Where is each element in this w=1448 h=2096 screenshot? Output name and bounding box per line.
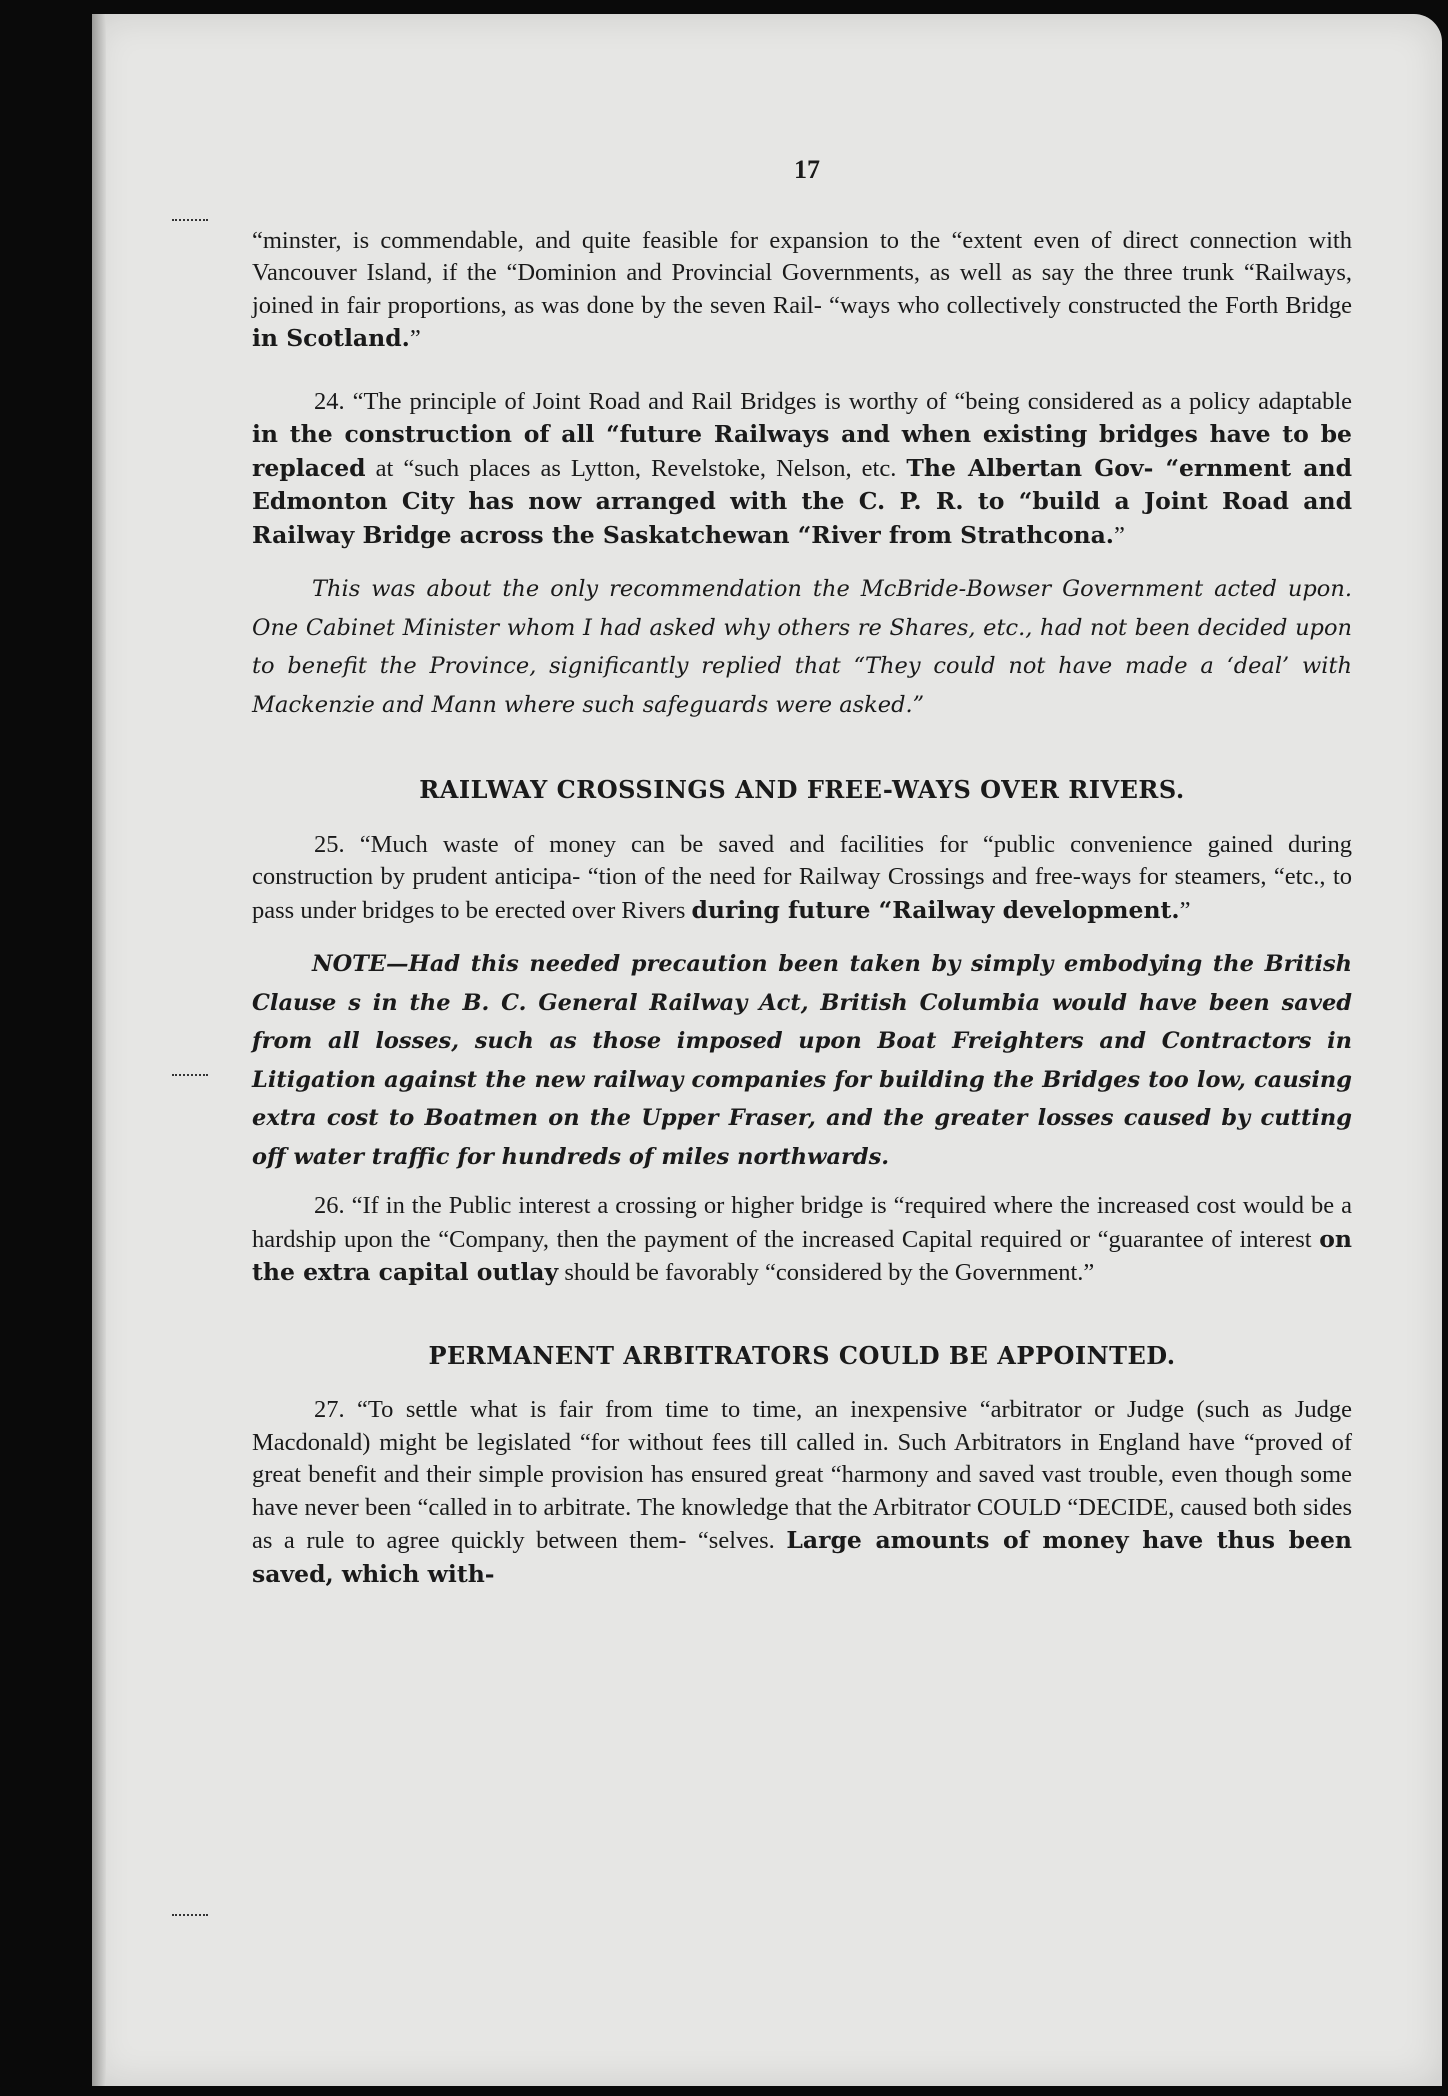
paragraph-text: 26. “If in the Public interest a crossing or higher bridge is “required where the increased cost would be a hardship upon the “Company, then the payment of the increased Capital required or “guarantee of interest	[252, 1192, 1352, 1253]
bold-phrase: during future “Railway development.	[691, 895, 1180, 924]
closing-quote: ”	[1113, 521, 1125, 549]
paragraph-23-continuation	[252, 225, 1352, 356]
bold-phrase: in Scotland.	[252, 324, 410, 352]
bold-phrase: in the construction of all “future Railways and when existing bridges have to be replaced	[252, 420, 1352, 482]
paragraph-text: 27. “To settle what is fair from time to time, an inexpensive “arbitrator or Judge (such as Judge Macdonald) might be legislated “for without fees till called in. Such Arbitrators in England have “proved of great benefit and their simple provision has ensured great “harmony and saved vast trouble, even though some have never been “called in to arbitrate. The knowledge that the Arbitrator COULD “DECIDE, caused both sides as a rule to agree quickly between them- “selves.	[252, 1396, 1352, 1554]
paragraph-text: 24. “The principle of Joint Road and Rail Bridges is worthy of “being considered as a policy adaptable	[314, 387, 1352, 415]
bold-phrase: Large amounts of money have thus been saved, which with-	[252, 1526, 1352, 1588]
margin-mark	[172, 1914, 208, 1922]
paragraph-text: 25. “Much waste of money can be saved and facilities for “public convenience gained during construction by prudent anticipa- “tion of the need for Railway Crossings and free-ways for steamers, “etc., to pass under bridges to be erected over Rivers	[252, 830, 1352, 924]
bold-phrase: on the extra capital outlay	[252, 1224, 1353, 1286]
editorial-note-2: NOTE—Had this needed precaution been taken by simply embodying the British Clause s in the B. C. General Railway Act, British Columbia would have been saved from all losses, such as those imposed upon Boat Freighters and Contractors in Litigation against the new railway companies for building the Bridges too low, causing extra cost to Boatmen on the Upper Fraser, and the greater losses caused by cutting off water traffic for hundreds of miles northwards.	[252, 951, 1352, 1170]
page-text	[252, 154, 1352, 1591]
book-page	[92, 14, 1442, 2086]
paragraph-25	[252, 829, 1352, 928]
page-number: 17	[794, 155, 820, 184]
paragraph-text: should be favorably “considered by the Government.”	[564, 1259, 1095, 1286]
closing-quote: ”	[409, 325, 421, 352]
page-binding-edge	[92, 14, 106, 2086]
margin-mark	[172, 219, 208, 227]
closing-quote: ”	[1179, 896, 1191, 924]
paragraph-text: “minster, is commendable, and quite feasible for expansion to the “extent even of direct connection with Vancouver Island, if the “Dominion and Provincial Governments, as well as say the three trunk “Railways, joined in fair proportions, as was done by the seven Rail- “ways who collectively constructed the Forth Bridge	[252, 226, 1352, 319]
paragraph-27	[252, 1394, 1352, 1591]
bold-phrase: The Albertan Gov- “ernment and Edmonton City has now arranged with the C. P. R. to “build a Joint Road and Railway Bridge across the Saskatchewan “River from Strathcona.	[252, 453, 1353, 549]
paragraph-26	[252, 1190, 1352, 1290]
editorial-note-1: This was about the only recommendation the McBride-Bowser Government acted upon. One Cabinet Minister whom I had asked why others re Shares, etc., had not been decided upon to benefit the Province, significantly replied that “They could not have made a ‘deal’ with Mackenzie and Mann where such safeguards were asked.”	[252, 576, 1352, 718]
paragraph-24	[252, 386, 1352, 553]
section-heading-railway-crossings: RAILWAY CROSSINGS AND FREE-WAYS OVER RIVERS.	[419, 775, 1185, 804]
paragraph-text: at “such places as Lytton, Revelstoke, Nelson, etc.	[375, 454, 897, 482]
margin-mark	[172, 1074, 208, 1082]
section-heading-arbitrators: PERMANENT ARBITRATORS COULD BE APPOINTED.	[428, 1340, 1176, 1370]
